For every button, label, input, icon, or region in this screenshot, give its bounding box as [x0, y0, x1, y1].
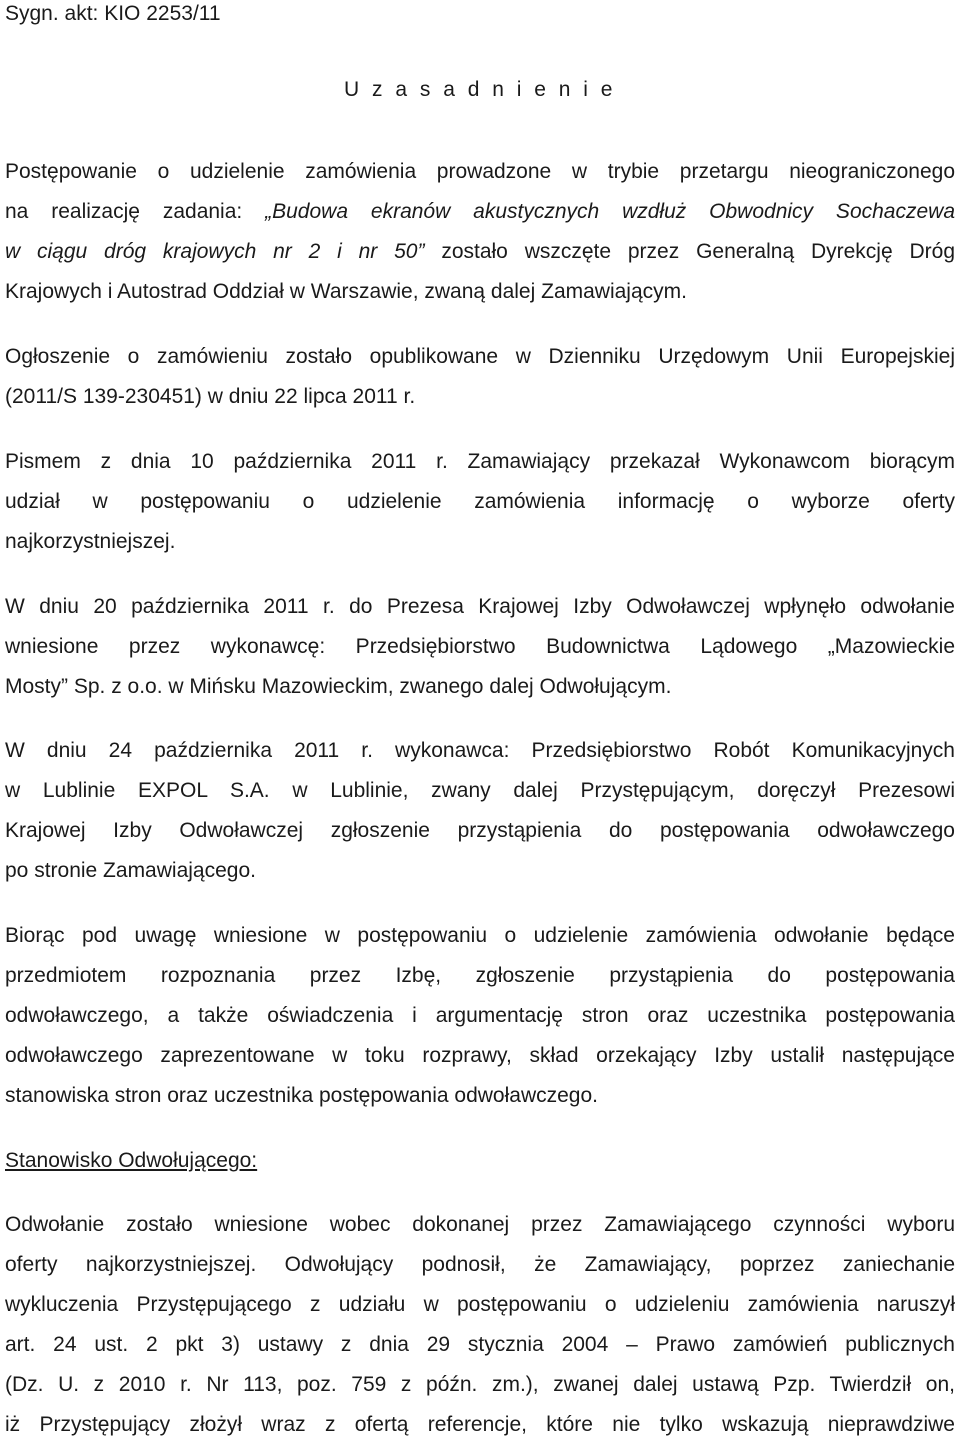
paragraph-line: odwoławczego zaprezentowane w toku rozprawy, skład orzekający Izby ustalił następujące [5, 1044, 955, 1067]
paragraph-line: W dniu 24 października 2011 r. wykonawca: Przedsiębiorstwo Robót Komunikacyjnych [5, 739, 955, 762]
paragraph-findings [5, 916, 955, 1116]
paragraph-line: Odwołanie zostało wniesione wobec dokonanej przez Zamawiającego czynności wyboru [5, 1213, 955, 1236]
section-heading-line [5, 1141, 955, 1181]
paragraph-line: w Lublinie EXPOL S.A. w Lublinie, zwany dalej Przystępującym, doręczył Prezesowi [5, 779, 955, 802]
paragraph-line [5, 192, 955, 232]
paragraph-line: (Dz. U. z 2010 r. Nr 113, poz. 759 z późn. zm.), zwanej dalej ustawą Pzp. Twierdził on, [5, 1373, 955, 1396]
text-span: na realizację zadania: [5, 200, 266, 223]
paragraph-line: iż Przystępujący złożył wraz z ofertą referencje, które nie tylko wskazują nieprawdziwe [5, 1413, 955, 1436]
paragraph-line: Mosty” Sp. z o.o. w Mińsku Mazowieckim, zwanego dalej Odwołującym. [5, 675, 672, 698]
paragraph-line: udział w postępowaniu o udzielenie zamówienia informację o wyborze oferty [5, 490, 955, 513]
paragraph-line: Biorąc pod uwagę wniesione w postępowaniu o udzielenie zamówienia odwołanie będące [5, 924, 955, 947]
paragraph-line: wniesione przez wykonawcę: Przedsiębiorstwo Budownictwa Lądowego „Mazowieckie [5, 635, 955, 658]
paragraph-line: po stronie Zamawiającego. [5, 859, 256, 882]
section-heading-text: Stanowisko Odwołującego: [5, 1149, 258, 1172]
section-heading-appellant [5, 1141, 955, 1181]
paragraph-line: Krajowej Izby Odwoławczej zgłoszenie przystąpienia do postępowania odwoławczego [5, 819, 955, 842]
paragraph-line [5, 232, 955, 272]
text-span: zostało wszczęte przez Generalną Dyrekcję Dróg [424, 240, 956, 263]
task-name-italic: „Budowa ekranów akustycznych wzdłuż Obwodnicy Sochaczewa [265, 200, 956, 223]
paragraph-appeal [5, 587, 955, 707]
task-name-italic: w ciągu dróg krajowych nr 2 i nr 50” [5, 240, 425, 263]
paragraph-line: Krajowych i Autostrad Oddział w Warszawie, zwaną dalej Zamawiającym. [5, 280, 687, 303]
paragraph-line: wykluczenia Przystępującego z udziału w postępowaniu o udzieleniu zamówienia naruszył [5, 1293, 955, 1316]
paragraph-line: Pismem z dnia 10 października 2011 r. Zamawiający przekazał Wykonawcom biorącym [5, 450, 955, 473]
paragraph-appellant-position [5, 1205, 955, 1445]
paragraph-line: odwoławczego, a także oświadczenia i argumentację stron oraz uczestnika postępowania [5, 1004, 955, 1027]
paragraph-announcement [5, 337, 955, 417]
paragraph-line: art. 24 ust. 2 pkt 3) ustawy z dnia 29 stycznia 2004 – Prawo zamówień publicznych [5, 1333, 955, 1356]
paragraph-line: stanowiska stron oraz uczestnika postępowania odwoławczego. [5, 1084, 598, 1107]
paragraph-line: przedmiotem rozpoznania przez Izbę, zgłoszenie przystąpienia do postępowania [5, 964, 955, 987]
paragraph-line: Ogłoszenie o zamówieniu zostało opublikowane w Dzienniku Urzędowym Unii Europejskiej [5, 345, 955, 368]
paragraph-proceeding [5, 152, 955, 312]
paragraph-line: (2011/S 139-230451) w dniu 22 lipca 2011 r. [5, 385, 416, 408]
paragraph-line: oferty najkorzystniejszej. Odwołujący podnosił, że Zamawiający, poprzez zaniechanie [5, 1253, 955, 1276]
paragraph-intervention [5, 731, 955, 891]
case-signature: Sygn. akt: KIO 2253/11 [5, 2, 221, 25]
paragraph-line: W dniu 20 października 2011 r. do Prezesa Krajowej Izby Odwoławczej wpłynęło odwołanie [5, 595, 955, 618]
paragraph-line: najkorzystniejszej. [5, 530, 176, 553]
paragraph-line: Postępowanie o udzielenie zamówienia prowadzone w trybie przetargu nieograniczonego [5, 160, 955, 183]
paragraph-letter [5, 442, 955, 562]
document-title: U z a s a d n i e n i e [344, 78, 616, 101]
